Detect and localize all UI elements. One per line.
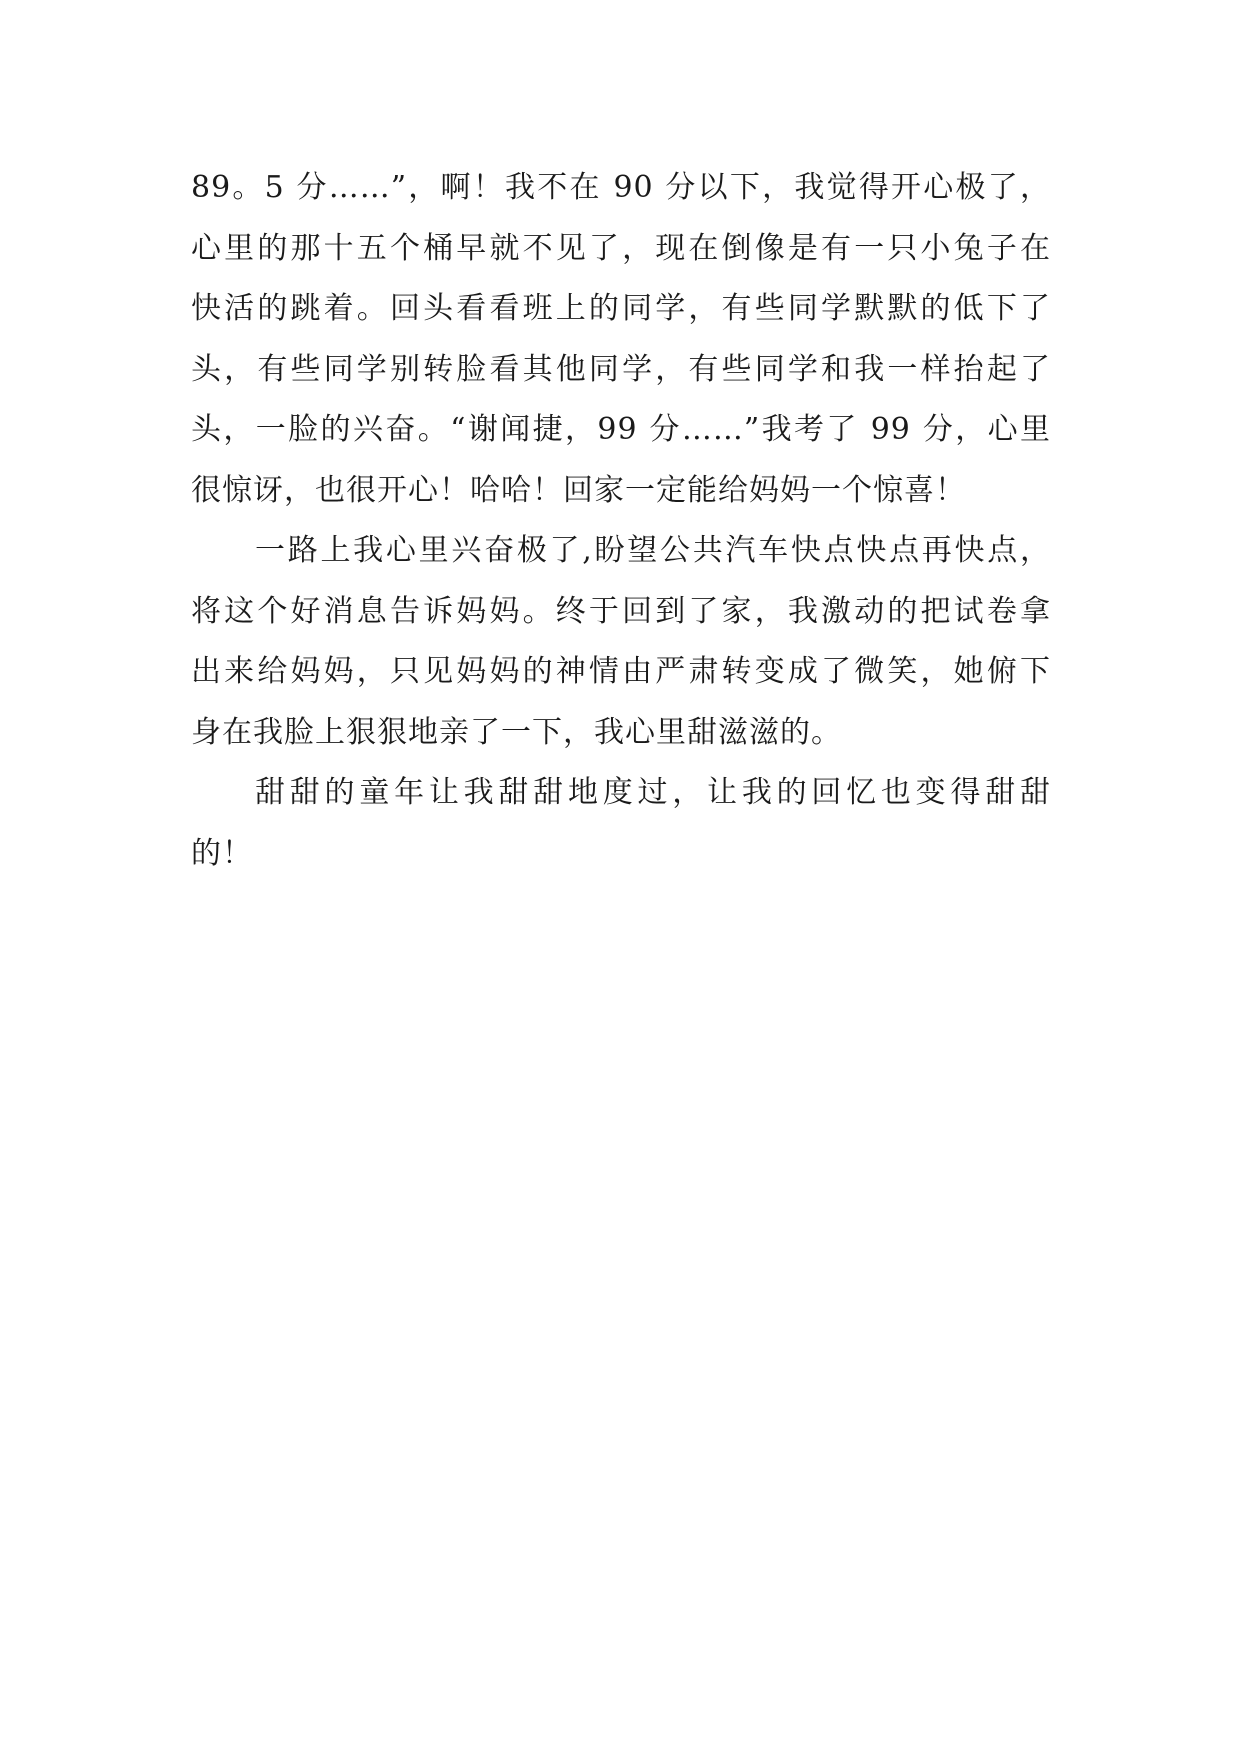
text-line: 一路上我心里兴奋极了,盼望公共汽车快点快点再快点，: [255, 533, 1051, 568]
paragraph-3: [191, 763, 1051, 884]
paragraph-1: [191, 158, 1051, 521]
text-line: 快活的跳着。回头看看班上的同学，有些同学默默的低下了: [191, 291, 1051, 326]
paragraph-2: [191, 521, 1051, 763]
essay-body: [191, 158, 1051, 884]
text-line: 将这个好消息告诉妈妈。终于回到了家，我激动的把试卷拿: [191, 593, 1051, 629]
text-line: 甜甜的童年让我甜甜地度过，让我的回忆也变得甜甜: [255, 775, 1051, 810]
text-line: 的！: [191, 835, 253, 871]
text-line: 头，有些同学别转脸看其他同学，有些同学和我一样抬起了: [191, 351, 1051, 387]
text-line: 89。5 分……”，啊！我不在 90 分以下，我觉得开心极了，: [191, 170, 1051, 205]
text-line: 出来给妈妈，只见妈妈的神情由严肃转变成了微笑，她俯下: [191, 654, 1051, 689]
text-line: 很惊讶，也很开心！哈哈！回家一定能给妈妈一个惊喜！: [191, 472, 966, 508]
text-line: 头，一脸的兴奋。“谢闻捷，99 分……”我考了 99 分，心里: [191, 412, 1051, 447]
text-line: 身在我脸上狠狠地亲了一下，我心里甜滋滋的。: [191, 714, 842, 750]
text-line: 心里的那十五个桶早就不见了，现在倒像是有一只小兔子在: [191, 230, 1051, 266]
